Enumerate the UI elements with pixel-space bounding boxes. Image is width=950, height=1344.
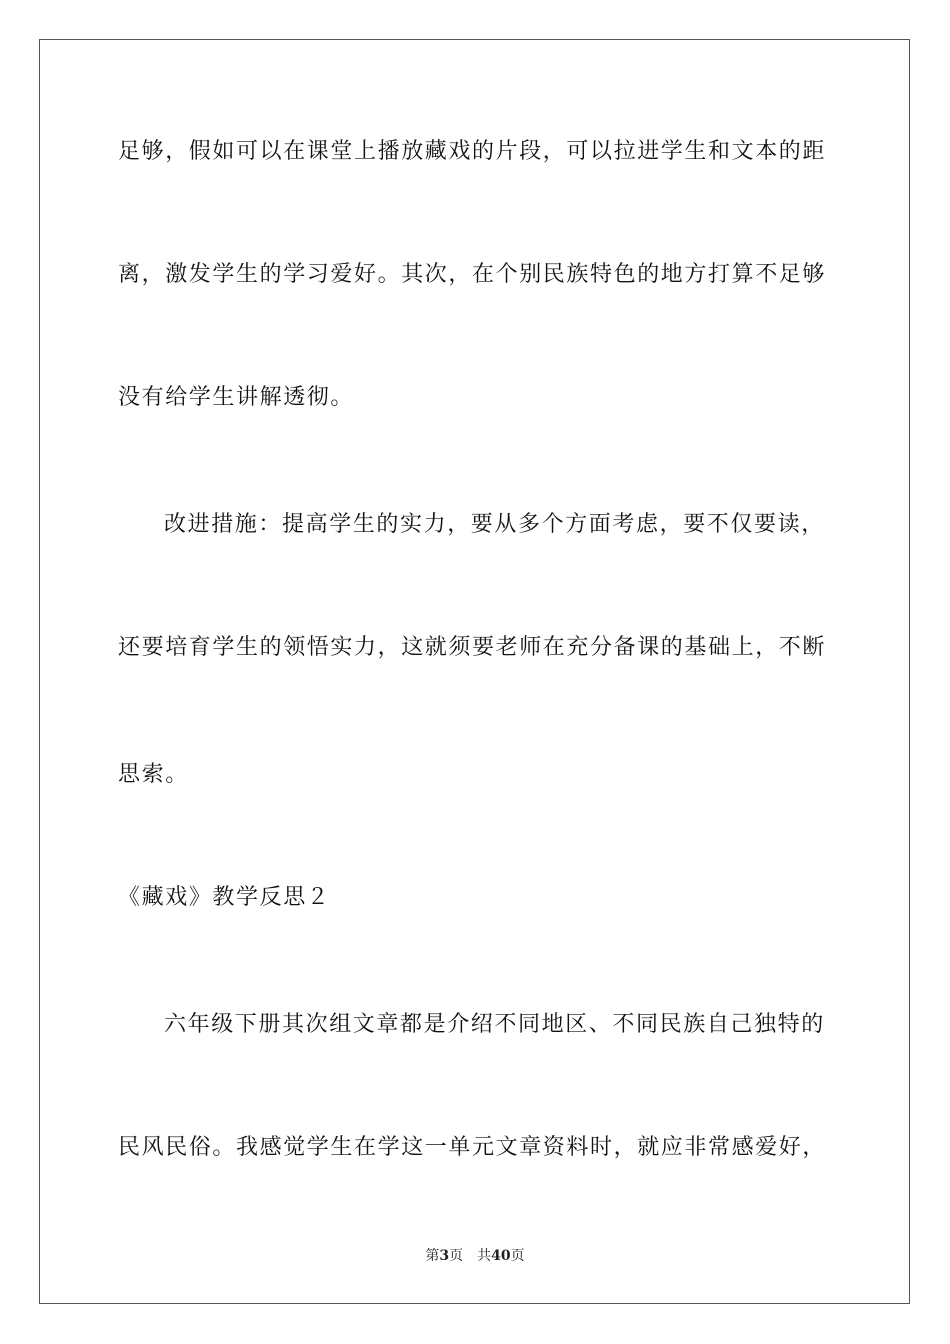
body-line-4: 改进措施：提高学生的实力，要从多个方面考虑，要不仅要读， bbox=[164, 512, 825, 537]
body-line-2: 离，激发学生的学习爱好。其次，在个别民族特色的地方打算不足够 bbox=[118, 262, 827, 287]
body-line-8: 民风民俗。我感觉学生在学这一单元文章资料时，就应非常感爱好， bbox=[118, 1135, 827, 1160]
body-line-1: 足够，假如可以在课堂上播放藏戏的片段，可以拉进学生和文本的距 bbox=[118, 139, 827, 164]
body-line-5: 还要培育学生的领悟实力，这就须要老师在充分备课的基础上，不断 bbox=[118, 635, 827, 660]
footer-page-number: 3 bbox=[439, 1248, 450, 1264]
body-line-7: 六年级下册其次组文章都是介绍不同地区、不同民族自己独特的 bbox=[164, 1012, 825, 1037]
footer-total-suffix: 页 bbox=[510, 1248, 525, 1264]
footer-total-pages: 40 bbox=[491, 1248, 511, 1264]
body-line-3: 没有给学生讲解透彻。 bbox=[118, 385, 355, 410]
page-frame bbox=[39, 39, 910, 1304]
body-line-6: 思索。 bbox=[118, 762, 189, 787]
section-heading: 《藏戏》教学反思２ bbox=[118, 885, 331, 910]
footer-total-prefix: 共 bbox=[477, 1248, 492, 1264]
page-footer bbox=[0, 1247, 950, 1265]
footer-page-suffix: 页 bbox=[449, 1248, 464, 1264]
footer-page-prefix: 第 bbox=[425, 1248, 440, 1264]
